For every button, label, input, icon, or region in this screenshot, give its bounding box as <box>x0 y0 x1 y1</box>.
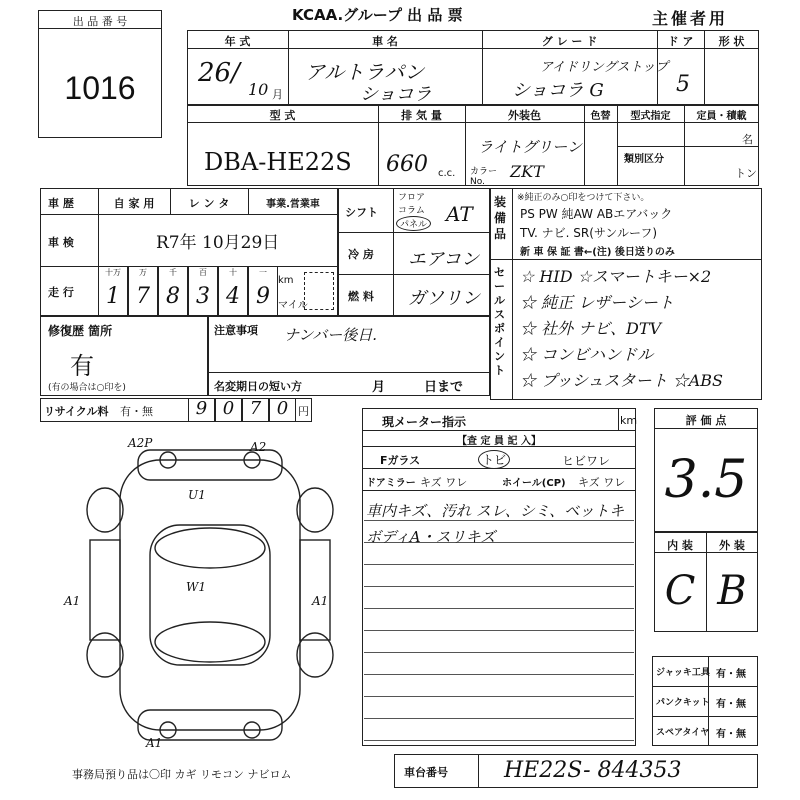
name-change-label: 名変期日の短い方 <box>214 380 302 393</box>
damage-mark-w1: W1 <box>186 580 206 594</box>
sales-point-item: ☆ 社外 ナビ、DTV <box>520 319 662 338</box>
cc-unit: c.c. <box>438 168 456 179</box>
sales-point-item: ☆ コンビハンドル <box>520 345 654 364</box>
sales-point-item: ☆ 純正 レザーシート <box>520 293 674 312</box>
damage-mark-a2p: A2P <box>128 436 153 450</box>
office-items: 事務局預り品は〇印 カギ リモコン ナビロム <box>72 768 292 781</box>
recycle-status: 有・無 <box>120 405 153 418</box>
grade-value-2: ショコラ G <box>512 80 604 101</box>
month-suffix: 月 <box>272 88 283 101</box>
equipment-row-2: TV. ナビ. SR(サンルーフ) <box>520 226 658 240</box>
persons-unit: 名 <box>742 133 753 146</box>
glass-label: Fガラス <box>380 454 421 467</box>
shift-option-column: コラム <box>398 206 425 216</box>
damage-mark-a1-rear: A1 <box>146 736 163 750</box>
ruled-line <box>364 652 634 653</box>
damage-mark-a1-right: A1 <box>312 594 329 608</box>
category-label: 類別区分 <box>624 154 664 165</box>
meter-unit: km <box>620 414 638 427</box>
mileage-digit-label: 百 <box>199 268 207 277</box>
repair-label: 修復歴 箇所 <box>48 324 113 338</box>
color-change-label: 色替 <box>590 111 611 122</box>
model-value: DBA-HE22S <box>204 148 352 176</box>
mileage-unit-km: km <box>278 275 294 286</box>
name-change-month: 月 <box>372 380 386 395</box>
tool-value: 有・無 <box>716 699 746 710</box>
inspection-value: R7年 10月29日 <box>156 233 280 253</box>
sales-points-label: セ ー ル ス ポ イ ン ト <box>494 266 505 377</box>
doors-value: 5 <box>676 72 690 97</box>
color-no-label: カラーNo. <box>470 167 498 187</box>
equipment-label: 装 備 品 <box>494 195 507 241</box>
type-designation-label: 型式指定 <box>630 111 671 122</box>
mileage-digit: 1 <box>106 284 120 309</box>
private-use-label: 自 家 用 <box>113 197 155 210</box>
exterior-color-value: ライトグリーン <box>478 138 582 156</box>
damage-mark-a1-left: A1 <box>64 594 81 608</box>
rental-label: レ ン タ <box>188 197 230 210</box>
exterior-score: B <box>717 568 747 614</box>
shift-value: AT <box>446 202 473 226</box>
mileage-digit: 8 <box>166 284 180 309</box>
interior-score: C <box>664 568 696 614</box>
ruled-line <box>364 630 634 631</box>
document-title: KCAA.グループ 出 品 票 <box>292 6 463 24</box>
lot-number-label: 出 品 番 号 <box>72 15 128 28</box>
notes-value: ナンバー後日. <box>284 326 377 344</box>
recycle-label: リサイクル料 <box>44 405 109 418</box>
ruled-line <box>364 718 634 719</box>
ruled-line <box>364 586 634 587</box>
fuel-label: 燃 料 <box>348 290 374 303</box>
grade-label: グ レ ー ド <box>541 35 598 48</box>
equipment-row-1: PS PW 純AW ABエアバック <box>520 207 673 221</box>
mileage-unit-mile: マイル <box>278 300 308 311</box>
inspector-section-label: 【査 定 員 記 入】 <box>457 436 541 447</box>
shift-label: シフト <box>345 206 378 219</box>
organizer-label: 主催者用 <box>652 9 729 28</box>
ruled-line <box>364 674 634 675</box>
grade-value: アイドリングストップ <box>540 60 669 75</box>
damage-mark-u1: U1 <box>188 488 206 502</box>
fuel-value: ガソリン <box>408 288 480 309</box>
ruled-line <box>364 608 634 609</box>
car-name-label: 車 名 <box>372 35 398 48</box>
recycle-digit: 9 <box>195 398 208 419</box>
ac-value: エアコン <box>408 249 480 270</box>
meter-label: 現メーター指示 <box>382 415 467 429</box>
mileage-digit: 9 <box>256 284 270 309</box>
tool-label: ジャッキ工具 <box>656 668 710 678</box>
shift-option-panel: パネル <box>396 216 431 231</box>
recycle-digit: 7 <box>249 398 262 419</box>
mileage-digit-label: 十 <box>229 268 237 277</box>
inspection-comment-2: ボディA・スリキズ <box>366 528 496 546</box>
color-no-value: ZKT <box>510 162 544 181</box>
business-label: 事業.営業車 <box>266 199 320 210</box>
repair-value: 有 <box>70 352 94 380</box>
inspection-label: 車 検 <box>48 236 74 249</box>
mileage-digit-label: 十万 <box>105 268 121 277</box>
displacement-value: 660 <box>386 152 428 177</box>
sales-point-item: ☆ プッシュスタート ☆ABS <box>520 371 724 390</box>
mileage-digit-label: 一 <box>259 268 267 277</box>
mileage-digit-label: 千 <box>169 268 177 277</box>
score-value: 3.5 <box>664 450 748 510</box>
recycle-unit: 円 <box>298 405 309 418</box>
tool-value: 有・無 <box>716 729 746 740</box>
score-label: 評 価 点 <box>685 414 727 427</box>
equipment-note: ※純正のみ○印をつけて下さい。 <box>517 193 650 203</box>
sales-point-item: ☆ HID ☆スマートキー×2 <box>520 267 712 286</box>
equipment-row-3: 新 車 保 証 書←(注) 後日送りのみ <box>520 247 675 258</box>
exterior-label: 外 装 <box>719 539 745 552</box>
mileage-digit: 7 <box>136 284 150 309</box>
displacement-label: 排 気 量 <box>401 109 442 122</box>
ruled-line <box>364 740 634 741</box>
car-name-value-2: ショコラ <box>360 84 432 105</box>
month-value: 10 <box>248 80 269 99</box>
glass-option-chip: トビ <box>478 450 510 469</box>
damage-mark-a2: A2 <box>250 440 267 454</box>
tons-unit: トン <box>735 167 757 180</box>
recycle-digit: 0 <box>276 398 289 419</box>
year-label: 年 式 <box>224 35 251 48</box>
model-label: 型 式 <box>269 109 296 122</box>
ruled-line <box>364 564 634 565</box>
shape-label: 形 状 <box>718 35 745 48</box>
mileage-digit-label: 万 <box>139 268 147 277</box>
doors-label: ド ア <box>667 35 694 48</box>
tool-label: パンクキット <box>656 698 710 708</box>
mirror-label: ドアミラー <box>366 478 416 489</box>
tool-value: 有・無 <box>716 669 746 680</box>
capacity-label: 定員・積載 <box>696 111 747 122</box>
history-label: 車 歴 <box>48 197 74 210</box>
wheel-options: キズ ワレ <box>578 476 626 489</box>
mirror-options: キズ ワレ <box>420 476 468 489</box>
inspection-comment-1: 車内キズ、汚れ スレ、シミ、ベットキ <box>366 502 625 520</box>
car-name-value: アルトラパン <box>305 60 425 84</box>
lot-number: 1016 <box>64 70 136 106</box>
mileage-digit: 3 <box>196 284 210 309</box>
year-value: 26/ <box>198 58 240 88</box>
name-change-day: 日まで <box>424 380 464 395</box>
mileage-label: 走 行 <box>48 286 74 299</box>
chassis-value: HE22S- 844353 <box>504 758 682 783</box>
repair-note: (有の場合は○印を) <box>48 383 126 393</box>
exterior-color-label: 外装色 <box>508 109 541 122</box>
chassis-label: 車台番号 <box>404 766 448 779</box>
ac-label: 冷 房 <box>348 248 374 261</box>
mileage-digit: 4 <box>226 284 240 309</box>
interior-label: 内 装 <box>667 539 693 552</box>
tool-label: スペアタイヤ <box>656 728 710 738</box>
ruled-line <box>364 696 634 697</box>
recycle-digit: 0 <box>222 398 235 419</box>
shift-option-floor: フロア <box>398 193 426 203</box>
glass-option-crack: ヒビワレ <box>562 454 611 468</box>
notes-label: 注意事項 <box>214 324 258 337</box>
wheel-label: ホイール(CP) <box>502 478 566 489</box>
